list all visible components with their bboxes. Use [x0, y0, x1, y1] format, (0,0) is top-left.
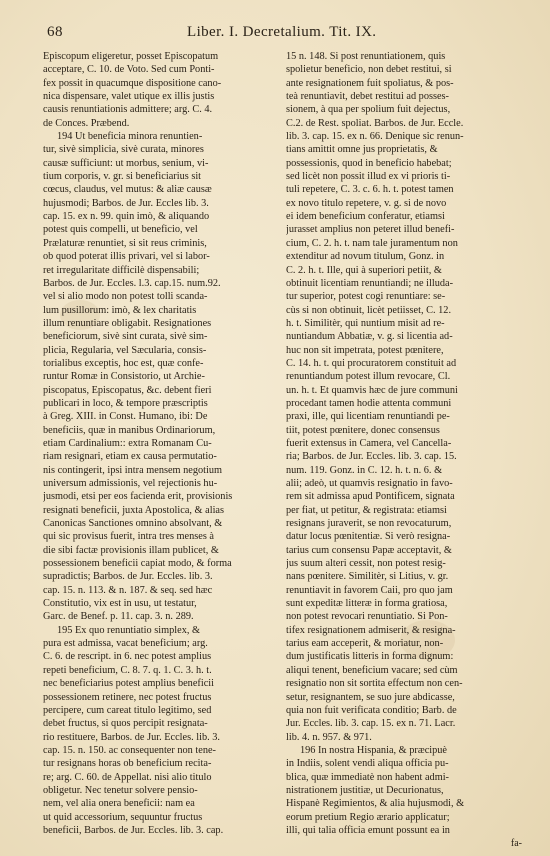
text-line: nica dispensare, valet utique ex illis justis — [43, 91, 215, 103]
text-line: C. 2. h. t. Ille, qui à superiori petiit, & — [286, 264, 442, 276]
text-line: obligetur. Nec tenetur solvere pensio- — [43, 784, 198, 796]
text-line: C. 6. de rescript. in 6. nec potest amplius — [43, 651, 212, 663]
text-line: Barbos. de Jur. Eccles. l.3. cap.15. num.92. — [43, 277, 221, 289]
text-line: eorum pretium Regio ærario applicatur; — [286, 811, 450, 823]
text-line: aliqui tenent, beneficium vacare; sed cùm — [286, 664, 458, 676]
text-line: debet fructus, si quos percipit resignata- — [43, 718, 208, 730]
text-line: causis renuntiationis admittere; arg. C. 4. — [43, 104, 213, 116]
text-line: Episcopum eligeretur, posset Episcopatum — [43, 51, 219, 62]
text-line: fuerit extensus in Camera, vel Cancella- — [286, 437, 452, 449]
text-line: non potest revocari renuntiatio. Si Pon- — [286, 611, 448, 623]
text-line: nis contingerit, ipsi intra mensem negotium — [43, 464, 223, 476]
text-line: potest quis compelli, ut beneficio, vel — [43, 224, 198, 236]
catchword: fa- — [510, 838, 522, 849]
text-line: illum renuntiare obligabit. Resignationes — [43, 317, 212, 329]
text-line: Hispanè Regimientos, & alia hujusmodi, & — [286, 798, 465, 810]
text-line: tarius cum consensu Papæ acceptavit, & — [286, 544, 452, 556]
text-line: ex novo titulo repetere, v. g. si de novo — [286, 197, 447, 209]
text-line: teà renuntiavit, debet restitui ad posses- — [286, 91, 449, 103]
text-line: tifex resignationem admiserit, & resigna- — [286, 624, 456, 636]
text-line: possessionem retinere, nec potest fructus — [43, 691, 212, 703]
text-line: tur resignans horas ob beneficium recita- — [43, 758, 212, 770]
text-line: tiit, potest pœnitere, donec consensus — [286, 424, 440, 436]
text-line: re; arg. C. 60. de Appellat. nisi alio titulo — [43, 771, 212, 783]
text-line: ei idem beneficium conferatur, etiamsi — [286, 211, 445, 223]
text-line: torialibus exceptis, hoc est, quæ confe- — [43, 357, 204, 369]
text-line: pura est admissa, vacat beneficium; arg. — [43, 638, 208, 650]
text-line: alii; adeò, ut quamvis resignatio in favo- — [286, 478, 453, 489]
text-line: fex possit in quacumque dispositione cano- — [43, 77, 222, 89]
text-line: rio restituere, Barbos. de Jur. Eccles. lib. 3. — [43, 731, 221, 743]
text-line: C. 14. h. t. qui procuratorem constituit ad — [286, 357, 457, 369]
text-line: resignatio non sit sortita effectum non cen- — [286, 678, 463, 690]
text-line: nem, vel alia onera beneficii: nam ea — [43, 798, 195, 810]
text-line: cœcus, claudus, vel mutus: & aliæ causæ — [43, 184, 212, 196]
text-line: ut quid accessorium, sequuntur fructus — [43, 811, 203, 823]
text-line: tuli repetere, C. 3. c. 6. h. t. potest tamen — [286, 184, 454, 196]
text-line: tarius eam acceperit, & moriatur, non- — [286, 638, 444, 650]
left-text-column — [43, 50, 281, 837]
text-line: à Greg. XIII. in Const. Humano, ibi: De — [43, 411, 208, 423]
text-line: ob quod poterat illis privari, vel si labor- — [43, 251, 210, 263]
text-line: qui sic provisus fuerit, intra tres menses à — [43, 531, 215, 543]
text-line: nec beneficiarius potest amplius beneficii — [43, 678, 214, 690]
text-line: setur, resignantem, se suo jure abdicasse, — [286, 691, 455, 703]
right-text-column — [286, 50, 524, 837]
running-title: Liber. I. Decretalium. Tit. IX. — [187, 24, 377, 40]
text-line: per fiat, ut petitur, & registrata: etiamsi — [286, 504, 447, 516]
text-line: datur locus pœnitentiæ. Si verò resigna- — [286, 531, 451, 543]
text-line: huc non sit impetrata, potest pœnitere, — [286, 344, 444, 356]
text-line: spolietur beneficio, non debet restitui, si — [286, 64, 452, 76]
text-line: acceptare, C. 10. de Voto. Sed cum Ponti- — [43, 64, 215, 76]
page-number: 68 — [47, 24, 63, 40]
text-line: tur superior, potest cogi renuntiare: se- — [286, 291, 446, 303]
text-line: cap. 15. n. 113. & n. 187. & seq. sed hæc — [43, 584, 213, 596]
text-line: repeti beneficium, C. 8. 7. q. 1. C. 3. h. t. — [43, 664, 212, 676]
text-line: num. 119. Gonz. in C. 12. h. t. n. 6. & — [286, 464, 443, 476]
text-line: 195 Ex quo renuntiatio simplex, & — [57, 624, 200, 636]
text-line: percipere, cum careat titulo legitimo, sed — [43, 704, 212, 716]
text-line: Jur. Eccles. lib. 3. cap. 15. ex n. 71. Lacr. — [286, 718, 456, 730]
text-line: cap. 15. ex n. 99. quin imò, & aliquando — [43, 211, 210, 223]
text-line: extenditur ad novum titulum, Gonz. in — [286, 251, 445, 263]
text-line: in Indiis, solent vendi aliqua officia pu- — [286, 758, 449, 770]
text-line: resignans juraverit, se non revocaturum, — [286, 518, 452, 530]
text-line: lum pusillorum: imò, & lex charitatis — [43, 304, 197, 316]
text-line: obtinuit licentiam renuntiandi; ne illuda- — [286, 277, 453, 289]
text-line: causæ sufficiunt: ut morbus, senium, vi- — [43, 157, 209, 169]
text-line: Garc. de Benef. p. 11. cap. 3. n. 289. — [43, 611, 194, 623]
running-header — [47, 24, 522, 44]
text-line: universum admissionis, vel rejectionis hu- — [43, 478, 218, 489]
text-line: 194 Ut beneficia minora renuntien- — [57, 131, 203, 143]
text-line: vel si alio modo non potest tolli scanda- — [43, 291, 208, 303]
text-line: supradictis; Barbos. de Jur. Eccles. lib. 3. — [43, 571, 213, 583]
text-line: beneficii, Barbos. de Jur. Eccles. lib. 3. cap. — [43, 824, 224, 836]
text-line: lib. 4. n. 957. & 971. — [286, 731, 372, 743]
text-line: cium, C. 2. h. t. nam tale juramentum non — [286, 237, 458, 249]
text-line: renuntiandum potest illum revocare, Cl. — [286, 371, 451, 383]
text-line: blica, quæ immediatè non habent admi- — [286, 771, 449, 783]
text-line: tur, sivè simplicia, sivè curata, minores — [43, 144, 204, 156]
text-line: runtur Romæ in Consistorio, ut Archie- — [43, 371, 205, 383]
text-line: illi, qui talia officia emunt possunt ea in — [286, 824, 450, 836]
text-line: nistrationem justitiæ, ut Decurionatus, — [286, 784, 444, 796]
text-line: Prælaturæ renuntiet, si sit reus criminis, — [43, 237, 207, 249]
text-line: beneficiorum, sivè sint curata, sivè sim- — [43, 331, 208, 343]
text-line: tians amittit omne jus proprietatis, & — [286, 144, 438, 156]
text-line: jus suum alteri cessit, non potest resig- — [286, 558, 446, 570]
text-line: Canonicas Sanctiones omnino absolvant, & — [43, 518, 223, 530]
text-line: lib. 3. cap. 15. ex n. 66. Denique sic renun- — [286, 131, 464, 143]
text-line: Constitutio, vix est in usu, ut testatur, — [43, 598, 197, 610]
text-line: publicari in loco, & tempore præscriptis — [43, 397, 208, 409]
text-line: ria; Barbos. de Jur. Eccles. lib. 3. cap. 15. — [286, 451, 457, 463]
text-line: cùs si non obtinuit, licèt petiisset, C. 12. — [286, 304, 452, 316]
text-line: tium corporis, v. gr. si beneficiarius sit — [43, 171, 202, 183]
text-line: riam resignari, etiam ex causa permutatio- — [43, 451, 217, 463]
text-line: cap. 15. n. 150. ac consequenter non tene- — [43, 744, 216, 756]
text-line: 196 In nostra Hispania, & præcipuè — [300, 744, 447, 756]
text-line: renuntiavit in favorem Caii, pro quo jam — [286, 584, 453, 596]
text-line: possessionis, quod in beneficio habebat; — [286, 157, 452, 169]
text-line: procedant tamen hodie attenta communi — [286, 397, 452, 409]
text-line: nans pœnitere. Similitèr, si Litius, v. gr. — [286, 571, 449, 583]
text-line: rem sit admissa apud Pontificem, signata — [286, 491, 455, 503]
text-line: beneficiis, quæ in manibus Ordinariorum, — [43, 424, 216, 436]
text-line: possessionem beneficii capiat modo, & forma — [43, 558, 232, 570]
text-line: praxi, ille, qui licentiam renuntiandi pe- — [286, 411, 450, 423]
text-line: C.2. de Rest. spoliat. Barbos. de Jur. Eccle. — [286, 117, 464, 129]
text-line: plicia, Regularia, vel Sæcularia, consis- — [43, 344, 207, 356]
text-line: die sibi factæ provisionis illam publicet, & — [43, 544, 219, 556]
text-line: quia non fuit verificata conditio; Barb. de — [286, 704, 457, 716]
text-line: jusmodi, etsi per eos facienda erit, provisionis — [43, 491, 233, 503]
text-line: resignati beneficii, juxta Apostolica, & alias — [43, 504, 225, 516]
text-line: nuntiandum Abbatiæ, v. g. si licentia ad- — [286, 331, 453, 343]
text-line: 15 n. 148. Si post renuntiationem, quis — [286, 51, 446, 62]
text-line: ret irregularitate difficilè dispensabili; — [43, 264, 200, 276]
text-line: jurasset amplius non peteret illud benefi- — [286, 224, 455, 236]
text-line: sunt expeditæ litteræ in forma gratiosa, — [286, 598, 448, 610]
text-line: ante resignationem fuit spoliatus, & pos- — [286, 77, 454, 89]
text-line: sed licèt non possit illud ex vi prioris ti- — [286, 171, 451, 183]
text-line: piscopatus, Episcopatus, &c. debent fieri — [43, 384, 212, 396]
text-line: de Conces. Præbend. — [43, 117, 130, 129]
text-line: h. t. Similitèr, qui nuntium misit ad re- — [286, 317, 445, 329]
text-line: hujusmodi; Barbos. de Jur. Eccles lib. 3. — [43, 197, 209, 209]
text-line: dum justificatis litteris in forma dignum: — [286, 651, 454, 663]
text-line: etiam Cardinalium:: extra Romanam Cu- — [43, 437, 212, 449]
text-line: sionem, à qua per spolium fuit dejectus, — [286, 104, 451, 116]
text-line: un. h. t. Et quamvis hæc de jure communi — [286, 384, 458, 396]
